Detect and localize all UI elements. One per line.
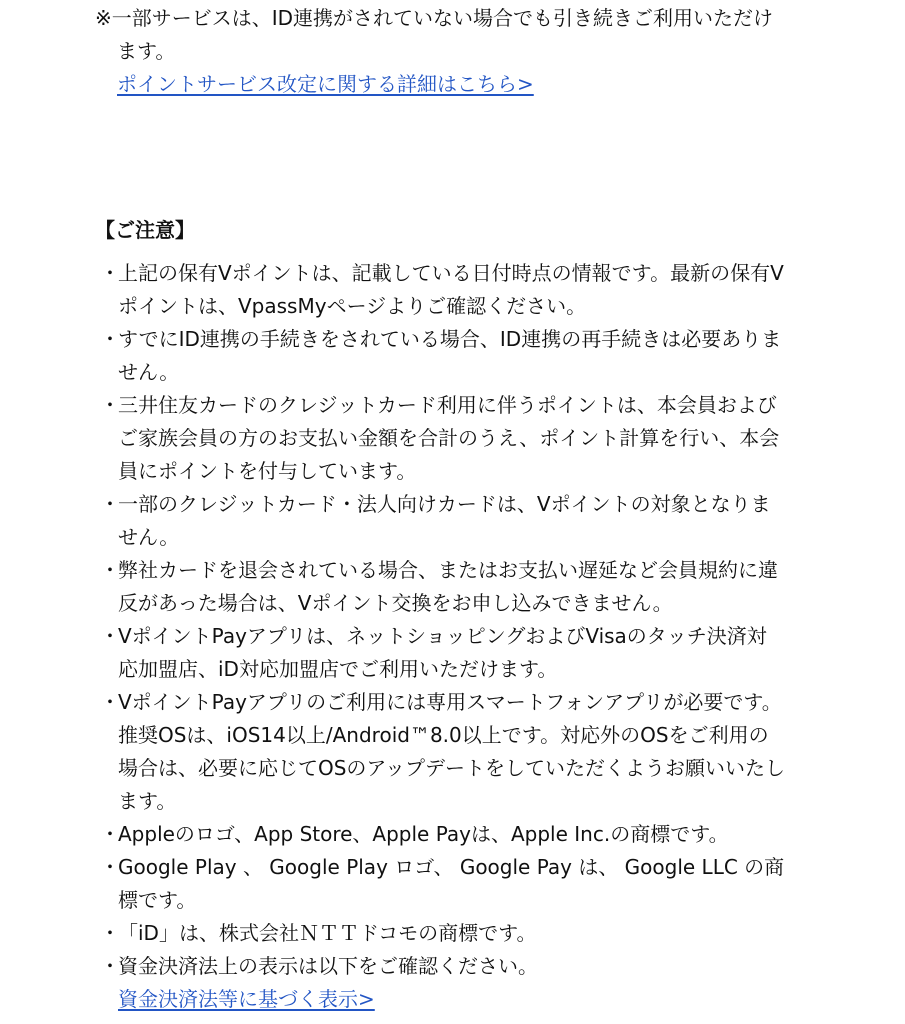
notice-line: 上記の保有Vポイントは、記載している日付時点の情報です。最新の保有V [118, 261, 784, 285]
notice-line: 反があった場合は、Vポイント交換をお申し込みできません。 [118, 591, 673, 615]
bullet-mark: ・ [100, 393, 120, 417]
notice-line: 員にポイントを付与しています。 [118, 459, 417, 483]
notice-line: せん。 [118, 525, 180, 549]
notice-item-id-trademark [100, 917, 820, 950]
bullet-mark: ・ [100, 954, 120, 978]
notice-item-apple-trademark [100, 818, 820, 851]
notice-line: VポイントPayアプリは、ネットショッピングおよびVisaのタッチ決済対 [118, 624, 767, 648]
notice-item-family-points [100, 389, 820, 488]
notice-line: 推奨OSは、iOS14以上/Android™8.0以上です。対応外のOSをご利用の [118, 723, 769, 747]
notice-list [100, 257, 820, 1016]
notice-line: せん。 [118, 360, 180, 384]
bullet-mark: ・ [100, 327, 120, 351]
notice-line: Appleのロゴ、App Store、Apple Payは、Apple Inc.の商標です。 [118, 822, 729, 846]
notice-line: 一部のクレジットカード・法人向けカードは、Vポイントの対象となりま [118, 492, 771, 516]
bullet-mark: ・ [100, 624, 120, 648]
notice-line: 応加盟店、iD対応加盟店でご利用いただけます。 [118, 657, 558, 681]
bullet-mark: ・ [100, 690, 120, 714]
notice-line: 場合は、必要に応じてOSのアップデートをしていただくようお願いいたし [118, 756, 786, 780]
notice-line: 「iD」は、株式会社ＮＴＴドコモの商標です。 [118, 921, 537, 945]
notice-line: 資金決済法上の表示は以下をご確認ください。 [118, 954, 538, 978]
notice-item-payment-services-act [100, 950, 820, 1016]
notice-item-id-link [100, 323, 820, 389]
notice-item-withdrawn-members [100, 554, 820, 620]
id-link-note-line-1: ※一部サービスは、ID連携がされていない場合でも引き続きご利用いただけ [95, 6, 774, 30]
notice-item-pay-app-usage [100, 620, 820, 686]
bullet-mark: ・ [100, 822, 120, 846]
notice-line: すでにID連携の手続きをされている場合、ID連携の再手続きは必要ありま [118, 327, 782, 351]
bullet-mark: ・ [100, 558, 120, 582]
notice-line: VポイントPayアプリのご利用には専用スマートフォンアプリが必要です。 [118, 690, 782, 714]
notice-item-excluded-cards [100, 488, 820, 554]
notice-item-pay-app-requirements [100, 686, 820, 818]
id-link-note-line-2: ます。 [117, 39, 176, 63]
notice-line: ご家族会員の方のお支払い金額を合計のうえ、ポイント計算を行い、本会 [118, 426, 780, 450]
notice-line: 標です。 [118, 888, 197, 912]
notice-line: 三井住友カードのクレジットカード利用に伴うポイントは、本会員および [118, 393, 777, 417]
notice-heading: 【ご注意】 [95, 218, 195, 242]
bullet-mark: ・ [100, 921, 120, 945]
notice-line: 弊社カードを退会されている場合、またはお支払い遅延など会員規約に違 [118, 558, 778, 582]
bullet-mark: ・ [100, 855, 120, 879]
notice-line: ポイントは、VpassMyページよりご確認ください。 [118, 294, 587, 318]
notice-item-point-balance [100, 257, 820, 323]
notice-item-google-trademark [100, 851, 820, 917]
point-service-details-link[interactable]: ポイントサービス改定に関する詳細はこちら> [117, 72, 534, 96]
payment-services-act-link[interactable]: 資金決済法等に基づく表示> [118, 987, 375, 1011]
notice-line: Google Play 、 Google Play ロゴ、 Google Pay は、 Google LLC の商 [118, 855, 785, 879]
id-link-note [95, 2, 835, 101]
bullet-mark: ・ [100, 261, 120, 285]
bullet-mark: ・ [100, 492, 120, 516]
notice-line: ます。 [118, 789, 177, 813]
